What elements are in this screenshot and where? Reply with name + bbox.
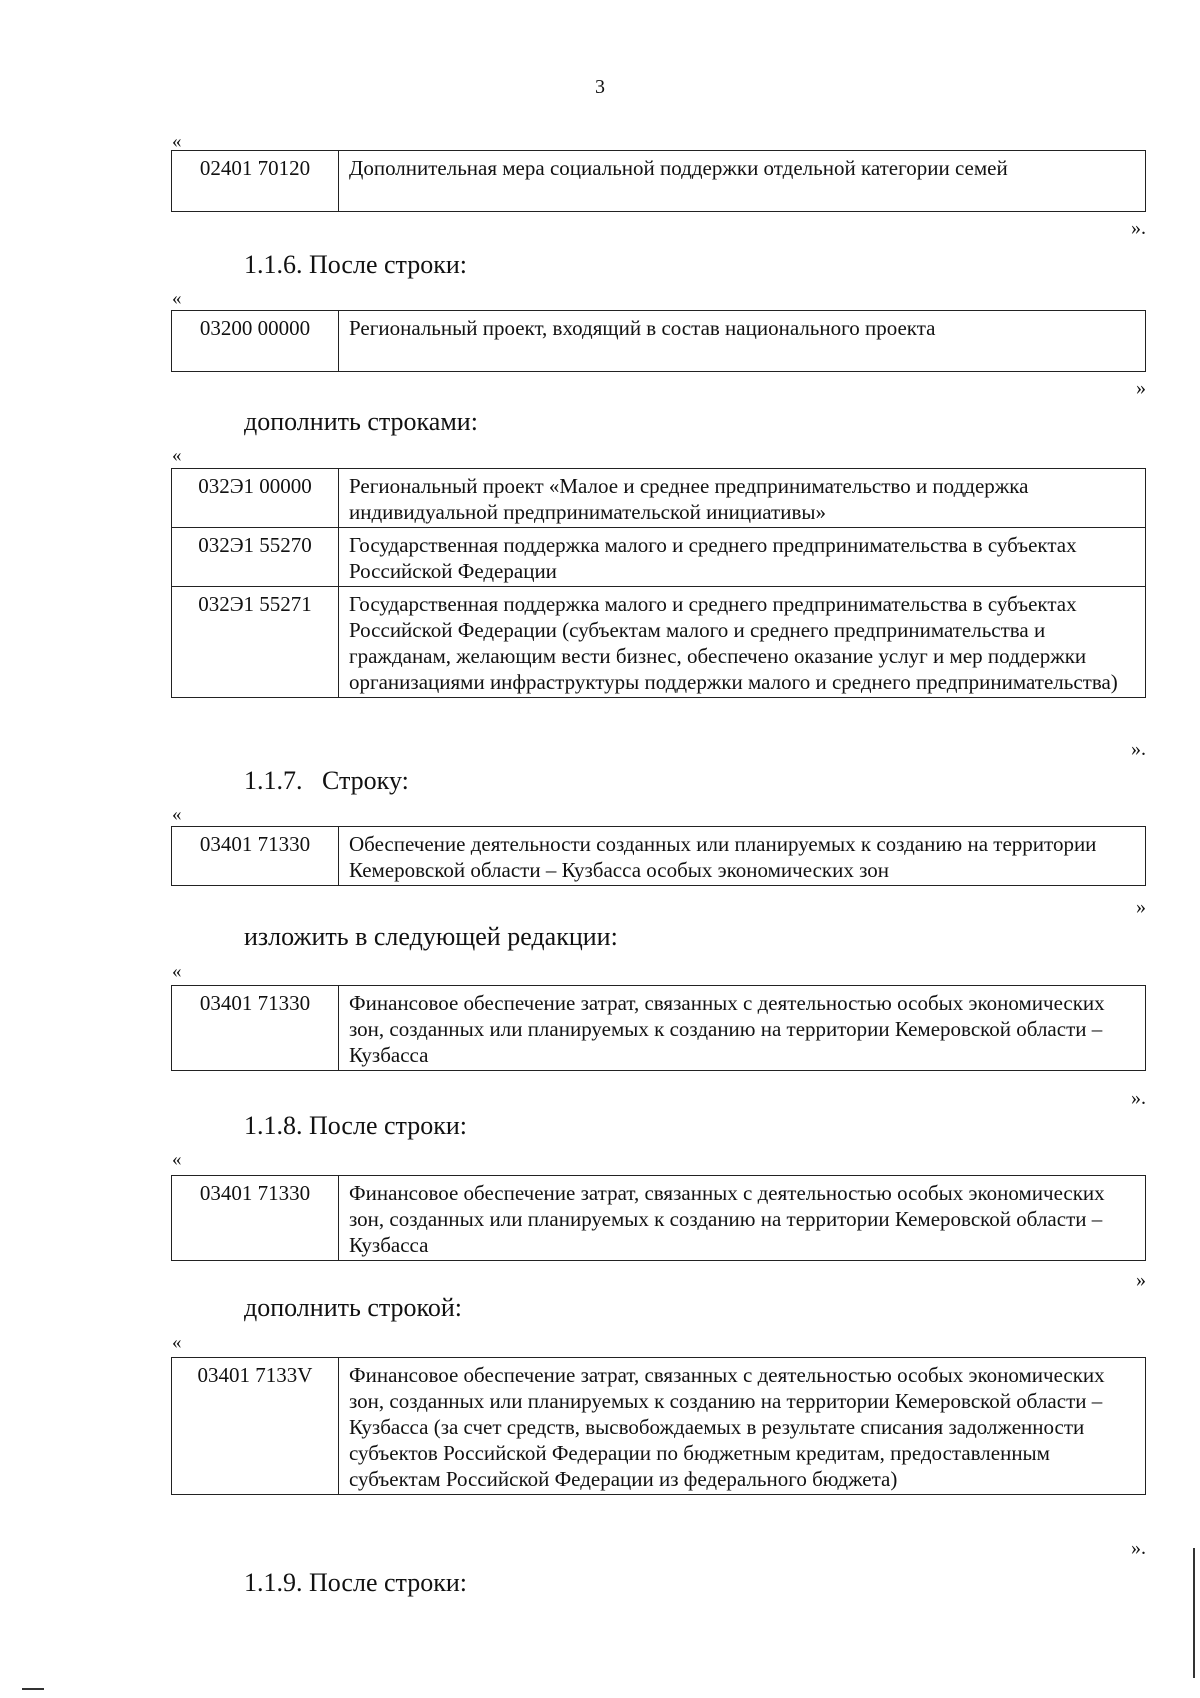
closing-quote: ». — [1131, 1087, 1146, 1109]
opening-quote: « — [172, 131, 182, 152]
table-row — [172, 469, 1146, 528]
opening-quote: « — [172, 1332, 182, 1353]
budget-code: 03401 71330 — [172, 827, 339, 886]
code-description: Государственная поддержка малого и среднего предпринимательства в субъектах Российской Федерации (субъектам малого и среднего предпринимательства и гражданам, желающим вести бизнес, обеспечено оказание услуг и мер поддержки организациями инфраструктуры поддержки малого и среднего предпринимательства) — [339, 587, 1146, 698]
code-table — [171, 826, 1146, 886]
section-heading: 1.1.6. После строки: — [244, 250, 467, 279]
code-description: Финансовое обеспечение затрат, связанных с деятельностью особых экономических зон, созданных или планируемых к созданию на территории Кемеровской области – Кузбасса — [339, 986, 1146, 1071]
scan-corner-mark — [22, 1688, 44, 1690]
code-description: Обеспечение деятельности созданных или планируемых к созданию на территории Кемеровской области – Кузбасса особых экономических зон — [339, 827, 1146, 886]
closing-quote: ». — [1131, 1537, 1146, 1559]
budget-code: 03401 71330 — [172, 986, 339, 1071]
table-row — [172, 587, 1146, 698]
section-heading: 1.1.8. После строки: — [244, 1111, 467, 1140]
opening-quote: « — [172, 445, 182, 466]
table-row — [172, 528, 1146, 587]
budget-code: 032Э1 00000 — [172, 469, 339, 528]
code-description: Государственная поддержка малого и среднего предпринимательства в субъектах Российской Федерации — [339, 528, 1146, 587]
code-description: Финансовое обеспечение затрат, связанных с деятельностью особых экономических зон, созданных или планируемых к созданию на территории Кемеровской области – Кузбасса (за счет средств, высвобождаемых в результате списания задолженности субъектов Российской Федерации по бюджетным кредитам, предоставленным субъектам Российской Федерации из федерального бюджета) — [339, 1358, 1146, 1495]
section-heading: дополнить строкой: — [244, 1293, 462, 1322]
code-table — [171, 985, 1146, 1071]
page-number: 3 — [595, 76, 605, 98]
code-description: Региональный проект, входящий в состав национального проекта — [339, 311, 1146, 372]
table-row — [172, 986, 1146, 1071]
budget-code: 02401 70120 — [172, 151, 339, 212]
section-heading: 1.1.7. Строку: — [244, 766, 409, 795]
code-table — [171, 1175, 1146, 1261]
table-row — [172, 151, 1146, 212]
code-description: Региональный проект «Малое и среднее предпринимательство и поддержка индивидуальной предпринимательской инициативы» — [339, 469, 1146, 528]
code-table — [171, 1357, 1146, 1495]
code-table — [171, 468, 1146, 698]
budget-code: 03200 00000 — [172, 311, 339, 372]
code-description: Дополнительная мера социальной поддержки отдельной категории семей — [339, 151, 1146, 212]
closing-quote: » — [1136, 1269, 1146, 1291]
scan-edge-line — [1193, 1548, 1195, 1678]
budget-code: 032Э1 55270 — [172, 528, 339, 587]
table-row — [172, 1358, 1146, 1495]
table-row — [172, 1176, 1146, 1261]
budget-code: 03401 71330 — [172, 1176, 339, 1261]
table-row — [172, 827, 1146, 886]
section-heading: изложить в следующей редакции: — [244, 922, 618, 951]
section-heading: 1.1.9. После строки: — [244, 1568, 467, 1597]
opening-quote: « — [172, 288, 182, 309]
opening-quote: « — [172, 1149, 182, 1170]
opening-quote: « — [172, 804, 182, 825]
table-row — [172, 311, 1146, 372]
closing-quote: ». — [1131, 738, 1146, 760]
closing-quote: » — [1136, 377, 1146, 399]
budget-code: 03401 7133V — [172, 1358, 339, 1495]
opening-quote: « — [172, 961, 182, 982]
code-table — [171, 310, 1146, 372]
closing-quote: » — [1136, 896, 1146, 918]
code-table — [171, 150, 1146, 212]
budget-code: 032Э1 55271 — [172, 587, 339, 698]
closing-quote: ». — [1131, 217, 1146, 239]
section-heading: дополнить строками: — [244, 407, 478, 436]
code-description: Финансовое обеспечение затрат, связанных с деятельностью особых экономических зон, созданных или планируемых к созданию на территории Кемеровской области – Кузбасса — [339, 1176, 1146, 1261]
